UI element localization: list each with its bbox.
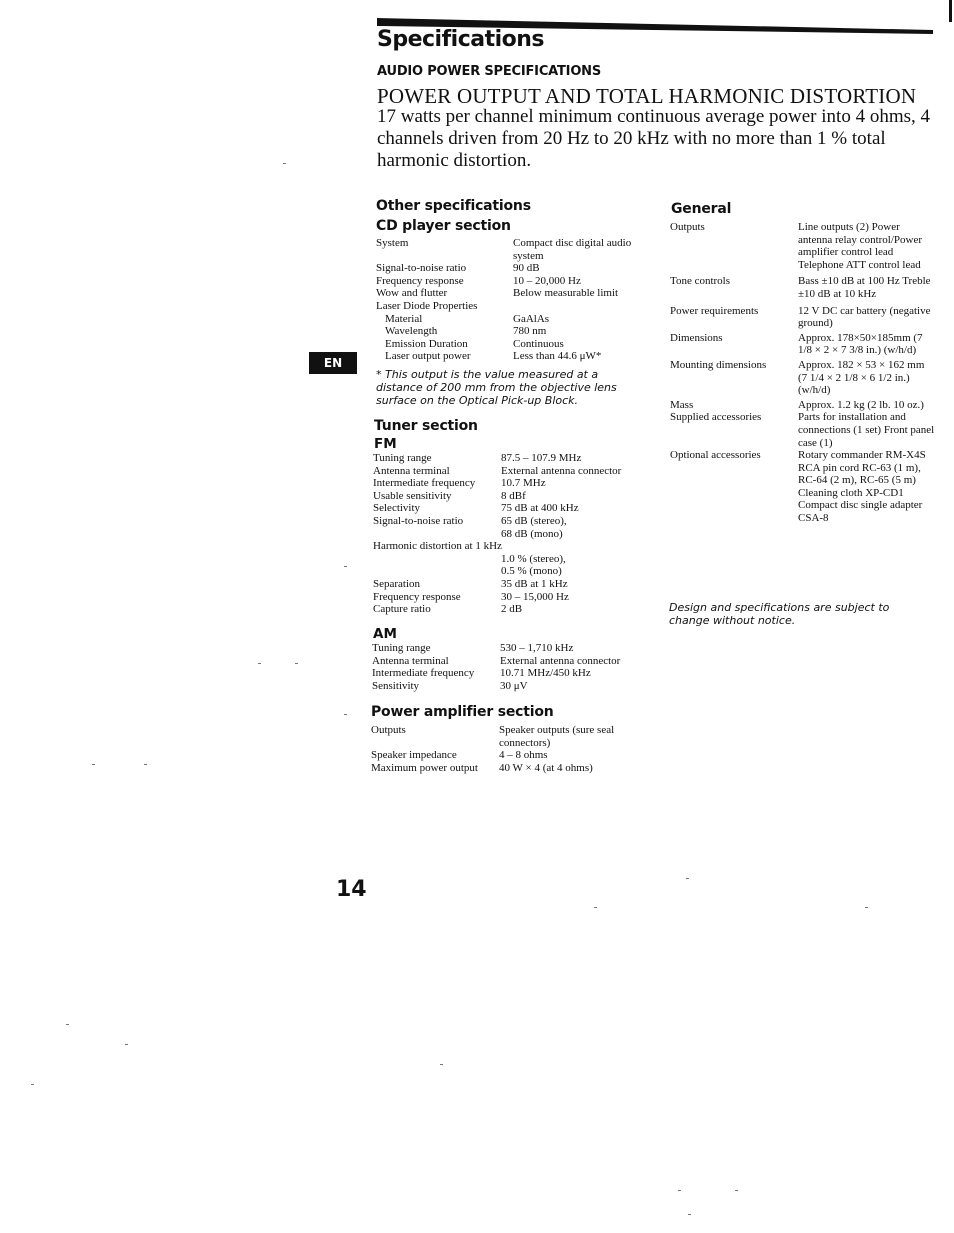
table-row	[371, 762, 631, 775]
spec-value: 780 nm	[513, 325, 547, 338]
spec-label: Speaker impedance	[371, 749, 457, 762]
spec-label: Selectivity	[373, 502, 421, 515]
spec-value	[513, 300, 645, 313]
table-row	[376, 300, 645, 313]
spec-label: Antenna terminal	[372, 654, 449, 667]
am-spec-table	[372, 642, 632, 692]
table-row	[376, 237, 645, 262]
spec-label: Antenna terminal	[373, 464, 450, 477]
spec-label: Signal-to-noise ratio	[376, 262, 467, 275]
spec-label: Power requirements	[670, 304, 759, 317]
fm-spec-table	[373, 452, 633, 616]
spec-value: External antenna connector	[501, 464, 622, 477]
table-row	[376, 287, 645, 300]
scan-speck	[66, 1024, 69, 1025]
scan-speck	[594, 907, 597, 908]
table-row	[670, 359, 936, 399]
cd-footnote: * This output is the value measured at a distance of 200 mm from the objective lens surface on the Optical Pick-up Block.	[376, 368, 617, 407]
spec-label: Sensitivity	[372, 679, 420, 692]
spec-value: 75 dB at 400 kHz	[501, 502, 579, 515]
scan-speck	[295, 663, 298, 664]
spec-label: Usable sensitivity	[373, 489, 452, 502]
table-row	[670, 332, 936, 359]
spec-label: Maximum power output	[371, 761, 478, 774]
spec-value: 530 – 1,710 kHz	[500, 642, 574, 654]
table-row	[376, 262, 645, 275]
spec-label: Supplied accessories	[670, 411, 762, 424]
spec-value: Approx. 178×50×185mm (7 1/8 × 2 × 7 3/8 in.) (w/h/d)	[798, 331, 923, 357]
spec-value: Compact disc digital audio system	[513, 237, 632, 262]
scan-speck	[678, 1190, 681, 1191]
spec-label: Outputs	[371, 724, 406, 736]
table-row	[373, 502, 633, 515]
general-spec-table	[670, 221, 936, 525]
scan-speck	[144, 764, 147, 765]
spec-label: Tone controls	[670, 275, 731, 288]
spec-value: 40 W × 4 (at 4 ohms)	[499, 761, 593, 774]
scan-speck	[686, 878, 689, 879]
spec-value: Bass ±10 dB at 100 Hz Treble ±10 dB at 10 kHz	[798, 275, 931, 300]
scan-speck	[31, 1084, 34, 1085]
spec-value: 30 μV	[500, 679, 528, 692]
table-row	[373, 603, 633, 616]
table-row	[373, 477, 633, 490]
audio-heading: AUDIO POWER SPECIFICATIONS	[377, 64, 602, 79]
spec-label: Intermediate frequency	[373, 477, 476, 490]
scan-speck	[283, 163, 286, 164]
tuner-section-heading: Tuner section	[374, 418, 478, 434]
spec-value: 90 dB	[513, 262, 540, 275]
spec-label: Optional accessories	[670, 449, 761, 462]
spec-value: Rotary commander RM-X4S RCA pin cord RC-63 (1 m), RC-64 (2 m), RC-65 (5 m) Cleaning cloth XP-CD1 Compact disc single adapter CSA-8	[798, 449, 926, 525]
table-row	[373, 553, 633, 566]
spec-value: 1.0 % (stereo),	[501, 552, 566, 565]
spec-label: Tuning range	[373, 452, 432, 464]
table-row	[372, 667, 632, 680]
table-row	[376, 275, 645, 288]
table-row	[373, 452, 633, 465]
spec-value: Parts for installation and connections (1 set) Front panel case (1)	[798, 411, 935, 449]
spec-label: Tuning range	[372, 642, 431, 654]
audio-statement: 17 watts per channel minimum continuous average power into 4 ohms, 4 channels driven from 20 Hz to 20 kHz with no more than 1 % total harmonic distortion.	[377, 106, 930, 171]
scan-speck	[258, 663, 261, 664]
spec-value: 8 dBf	[501, 489, 526, 502]
scan-speck	[865, 907, 868, 908]
scan-speck	[92, 764, 95, 765]
spec-value: 4 – 8 ohms	[499, 749, 548, 762]
table-row	[373, 490, 633, 503]
spec-label: Dimensions	[670, 331, 723, 344]
scan-speck	[344, 566, 347, 567]
table-row	[670, 305, 936, 332]
change-notice: Design and specifications are subject to change without notice.	[669, 601, 890, 627]
spec-value: 68 dB (mono)	[501, 527, 563, 540]
table-row	[670, 449, 936, 525]
spec-label: Laser output power	[385, 350, 471, 363]
spec-label: Frequency response	[376, 274, 464, 287]
spec-label: Capture ratio	[373, 603, 431, 616]
fm-heading: FM	[374, 436, 397, 452]
table-row	[670, 411, 936, 449]
spec-value: Continuous	[513, 337, 564, 350]
edge-mark	[949, 0, 952, 22]
cd-section-heading: CD player section	[376, 218, 511, 234]
am-heading: AM	[373, 626, 397, 642]
cd-spec-table	[376, 237, 645, 363]
spec-label: Laser Diode Properties	[376, 299, 478, 312]
table-row	[376, 350, 645, 363]
spec-value: 12 V DC car battery (negative ground)	[798, 304, 931, 330]
spec-value: Approx. 1.2 kg (2 lb. 10 oz.)	[798, 398, 924, 411]
table-row	[373, 578, 633, 591]
spec-label: Mass	[670, 398, 694, 411]
spec-label: Material	[385, 312, 423, 325]
spec-value: 87.5 – 107.9 MHz	[501, 452, 582, 464]
spec-label: Wow and flutter	[376, 287, 448, 300]
spec-value: Speaker outputs (sure seal connectors)	[499, 724, 615, 749]
spec-value: 2 dB	[501, 603, 523, 616]
scan-speck	[735, 1190, 738, 1191]
spec-value: 10 – 20,000 Hz	[513, 274, 581, 287]
spec-value: 65 dB (stereo),	[501, 514, 567, 527]
spec-label: Emission Duration	[385, 337, 468, 350]
spec-value: 10.7 MHz	[501, 477, 546, 490]
table-row	[376, 325, 645, 338]
table-row	[373, 528, 633, 541]
spec-label: Wavelength	[385, 325, 438, 338]
table-row	[670, 221, 936, 275]
scan-speck	[344, 714, 347, 715]
amp-spec-table	[371, 724, 631, 774]
table-row	[371, 724, 631, 749]
general-heading: General	[671, 201, 732, 217]
spec-value: 0.5 % (mono)	[501, 565, 562, 578]
page-title: Specifications	[377, 27, 545, 52]
spec-label: Signal-to-noise ratio	[373, 514, 464, 527]
spec-value: 30 – 15,000 Hz	[501, 590, 569, 603]
spec-label	[373, 528, 501, 541]
page-number: 14	[336, 877, 367, 902]
language-tab: EN	[309, 352, 357, 374]
spec-label: System	[376, 237, 409, 249]
power-amp-heading: Power amplifier section	[371, 704, 554, 720]
table-row	[373, 515, 633, 528]
table-row	[371, 749, 631, 762]
other-specs-heading: Other specifications	[376, 198, 531, 214]
spec-label: Intermediate frequency	[372, 667, 475, 680]
table-row	[373, 465, 633, 478]
scan-speck	[125, 1044, 128, 1045]
table-row	[376, 313, 645, 326]
table-row	[373, 591, 633, 604]
scan-speck	[440, 1064, 443, 1065]
spec-value: 35 dB at 1 kHz	[501, 577, 568, 590]
scan-speck	[688, 1214, 691, 1215]
table-row	[373, 540, 633, 553]
spec-label: Outputs	[670, 221, 705, 233]
table-row	[372, 680, 632, 693]
spec-value: Approx. 182 × 53 × 162 mm (7 1/4 × 2 1/8 × 6 1/2 in.) (w/h/d)	[798, 358, 925, 397]
table-row	[373, 565, 633, 578]
table-row	[670, 399, 936, 412]
spec-label: Frequency response	[373, 590, 461, 603]
spec-label: Harmonic distortion at 1 kHz	[373, 540, 502, 553]
table-row	[670, 275, 936, 304]
spec-value: Less than 44.6 μW*	[513, 350, 602, 363]
table-row	[376, 338, 645, 351]
spec-value: Below measurable limit	[513, 287, 619, 300]
table-row	[372, 655, 632, 668]
audio-subheading: POWER OUTPUT AND TOTAL HARMONIC DISTORTION	[377, 84, 917, 108]
table-row	[372, 642, 632, 655]
spec-value: Line outputs (2) Power antenna relay control/Power amplifier control lead Telephone ATT control lead	[798, 221, 923, 271]
spec-value: GaAlAs	[513, 312, 550, 325]
spec-value: External antenna connector	[500, 654, 621, 667]
spec-value: 10.71 MHz/450 kHz	[500, 667, 591, 680]
spec-label: Mounting dimensions	[670, 358, 767, 371]
spec-label: Separation	[373, 577, 421, 590]
